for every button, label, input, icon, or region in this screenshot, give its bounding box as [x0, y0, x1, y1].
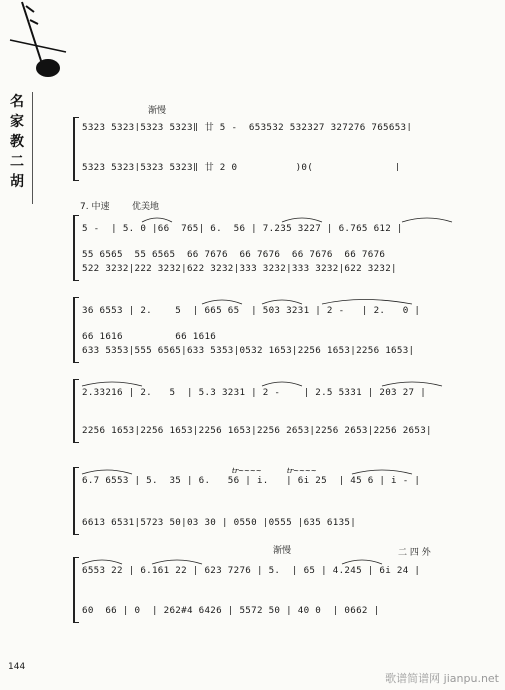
book-title-char: 家 — [10, 114, 24, 130]
upper-part: 2.33216 | 2. 5 | 5.3 3231 | 2 - | 2.5 5331 | 203 27 | — [82, 387, 427, 398]
upper-part: 6.7 6553 | 5. 35 | 6. 56 | i. | 6i 25 | 45 6 | i - | — [82, 475, 421, 486]
lower-part: 5323 5323|5323 5323‖ 廿 2 0 )0( | — [82, 162, 401, 171]
tempo-mark: 渐慢 — [148, 106, 167, 116]
sidebar — [0, 0, 68, 690]
lower-part: 6613 6531|5723 50|03 30 | 0550 |0555 |635 6135| — [82, 517, 357, 528]
system-bracket — [73, 297, 79, 363]
lower-part: 522 3232|222 3232|622 3232|333 3232|333 3232|622 3232| — [82, 263, 397, 274]
svg-text:tr~~~~: tr~~~~ — [232, 467, 262, 475]
book-title-char: 二 — [10, 154, 24, 170]
score-system — [68, 213, 498, 285]
score-system — [68, 555, 498, 627]
upper-part: 5 - | 5. 0 |66 765| 6. 56 | 7.235 3227 | 6.765 612 | — [82, 223, 403, 234]
lower-part-top: 55 6565 55 6565 66 7676 66 7676 66 7676 66 7676 — [82, 249, 386, 260]
system-bracket — [73, 467, 79, 535]
tempo-mark: 渐慢 — [273, 546, 292, 556]
svg-text:tr~~~~: tr~~~~ — [287, 467, 317, 475]
upper-part: 5323 5323|5323 5323‖ 廿 5 - 653532 532327 327276 765653| — [82, 122, 413, 131]
section-tempo: 7. 中速 — [80, 202, 110, 212]
site-watermark: 歌谱简谱网 jianpu.net — [385, 672, 499, 685]
score-system — [68, 115, 498, 185]
upper-part: 6553 22 | 6.161 22 | 623 7276 | 5. | 65 | 4.245 | 6i 24 | — [82, 565, 421, 576]
lower-part: 60 66 | 0 | 262#4 6426 | 5572 50 | 40 0 | 0662 | — [82, 605, 380, 616]
lower-part-top: 66 1616 66 1616 — [82, 331, 217, 342]
slur-marks — [82, 213, 498, 223]
trill-marks — [82, 465, 498, 475]
lower-part: 2256 1653|2256 1653|2256 1653|2256 2653|2256 2653|2256 2653| — [82, 425, 432, 436]
slur-marks — [82, 295, 498, 305]
sidebar-divider — [32, 92, 33, 204]
page-number: 144 — [8, 662, 26, 672]
book-title-char: 名 — [10, 94, 24, 110]
section-expression: 优美地 — [132, 202, 160, 212]
fingering-note: 二 四 外 — [398, 548, 431, 558]
book-title-char: 教 — [10, 134, 24, 150]
score-system — [68, 295, 498, 367]
upper-part: 36 6553 | 2. 5 | 665 65 | 503 3231 | 2 - | 2. 0 | — [82, 305, 421, 316]
book-title-vertical — [6, 92, 28, 192]
slur-marks — [82, 377, 498, 387]
score-system — [68, 377, 498, 447]
lower-part: 633 5353|555 6565|633 5353|0532 1653|2256 1653|2256 1653| — [82, 345, 415, 356]
system-bracket — [73, 215, 79, 281]
erhu-illustration-icon — [8, 0, 68, 80]
slur-marks — [82, 555, 498, 565]
system-bracket — [73, 557, 79, 623]
book-title-char: 胡 — [10, 174, 24, 190]
score-system — [68, 465, 498, 539]
system-bracket — [73, 379, 79, 443]
system-bracket — [73, 117, 79, 181]
